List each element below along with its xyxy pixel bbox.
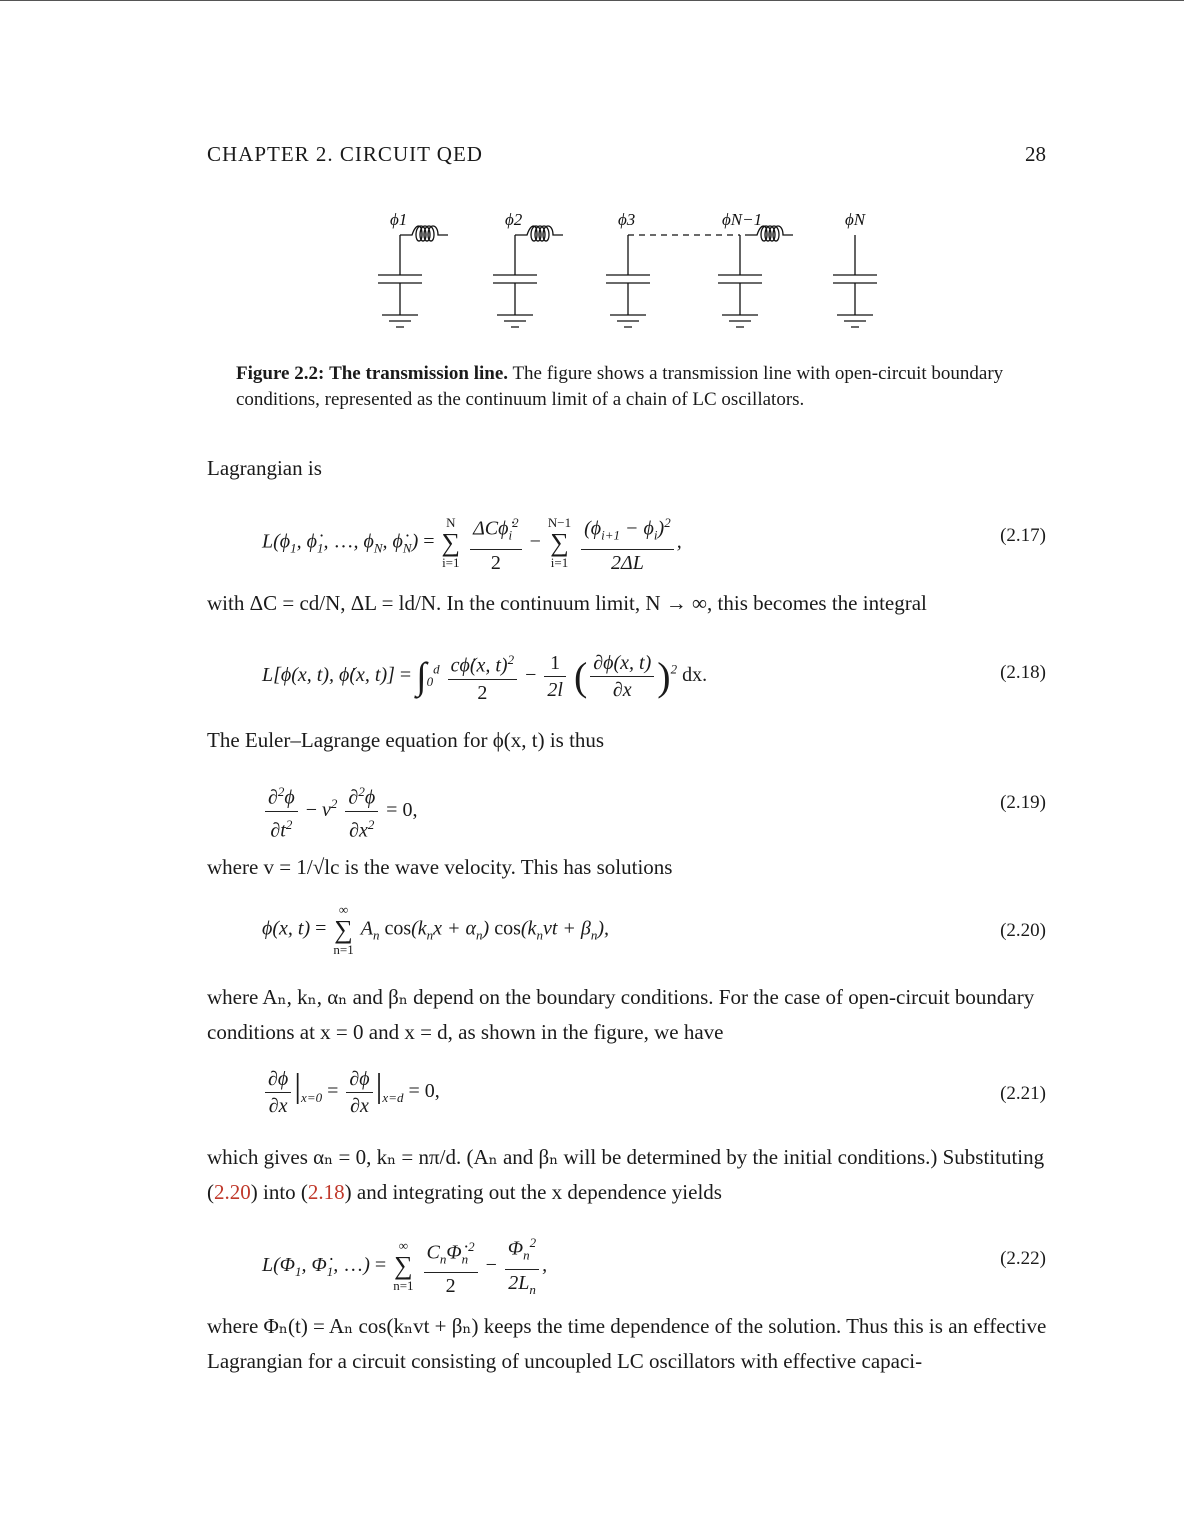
transmission-line-figure: [360, 205, 880, 340]
page-top-rule: [0, 0, 1184, 1]
paragraph-4: where v = 1/√lc is the wave velocity. This has solutions: [207, 855, 673, 879]
equation-2-17: $L(\phi_1$, $\phi̇_1$, …, $\phi_N$, $\phi̇_N$) = N ∑ i=1 $\frac{\Delta C\phi̇_i^2}{2}$ − N−1 ∑ i=1 $\frac{(\phi_{i+1} - \phi_i)^2}{2\Delta L}$ ,: [262, 510, 682, 576]
node-label-4: ϕN−1: [722, 210, 763, 229]
page-number: 28: [1025, 142, 1046, 166]
capacitor-5: [833, 235, 877, 327]
paragraph-5: where Aₙ, kₙ, αₙ and βₙ depend on the boundary conditions. For the case of open-circuit boundary conditions at x = 0 and x = d, as shown in the figure, we have: [207, 985, 1035, 1044]
equation-number-2-19: (2.19): [1000, 792, 1046, 813]
equation-2-22: $L(\Phi_1$, $\Phi̇_1$, …) = ∞ ∑ n=1 $\frac{C_n\Phi̇_n^2}{2}$ − $\frac{\Phi_n^2}{2L_n}$ ,: [262, 1230, 547, 1303]
capacitor-1: [378, 235, 422, 327]
node-label-1: ϕ1: [390, 210, 408, 229]
node-label-3: ϕ3: [618, 210, 636, 229]
capacitor-4: [718, 235, 762, 327]
capacitor-3: [606, 235, 650, 327]
equation-ref-2-20[interactable]: 2.20: [214, 1180, 251, 1204]
caption-text: The figure shows a transmission line with open-circuit boundary conditions, represented as the continuum limit of a chain of LC oscillators.: [236, 363, 1004, 410]
equation-2-18: L[ϕ(x, t), ϕ̇(x, $t)] = \int_0^d$ $\frac{c\phi̇(x, t)^2}{2}$ − $\frac{1}{2l}$ ( $\frac{\partial\phi(x, t)}{\partial x}$ )$^2$ dx.: [262, 647, 707, 706]
equation-2-19: $\frac{\partial^2\phi}{\partial t^2}$ − $v^2$ $\frac{\partial^2\phi}{\partial x^2}$ = 0,: [262, 779, 417, 843]
figure-caption: [236, 361, 1036, 413]
equation-2-20: ϕ(x, t) = ∞ ∑ n=1 $A_n$ $\cos(k_nx + \alpha_n) \cos(k_nvt + \beta_n)$,: [262, 902, 609, 957]
paragraph-1: Lagrangian is: [207, 456, 322, 480]
paragraph-7: where Φₙ(t) = Aₙ cos(kₙvt + βₙ) keeps the time dependence of the solution. Thus this is an effective Lagrangian for a circuit consisting of uncoupled LC oscillators with effective capaci-: [207, 1314, 1047, 1373]
equation-2-21: $\frac{\partial\phi}{\partial x}$ $|_{x=0}$ = $\frac{\partial\phi}{\partial x}$ $|_{x=d} = 0$,: [262, 1066, 440, 1119]
paragraph-6-text-a: which gives αₙ = 0, kₙ = nπ/d. (Aₙ and βₙ will be determined by the initial conditions.) Substituting (: [207, 1145, 1045, 1204]
equation-number-2-18: (2.18): [1000, 662, 1046, 683]
equation-number-2-21: (2.21): [1000, 1083, 1046, 1104]
node-label-2: ϕ2: [505, 210, 523, 229]
caption-title: The transmission line.: [329, 363, 509, 384]
capacitor-2: [493, 235, 537, 327]
equation-number-2-22: (2.22): [1000, 1248, 1046, 1269]
equation-ref-2-18[interactable]: 2.18: [307, 1180, 345, 1204]
paragraph-2: with ΔC = cd/N, ΔL = ld/N. In the continuum limit, N → ∞, this becomes the integral: [207, 591, 927, 615]
equation-number-2-17: (2.17): [1000, 525, 1046, 546]
equation-number-2-20: (2.20): [1000, 920, 1046, 941]
chapter-header: CHAPTER 2. CIRCUIT QED: [207, 142, 483, 166]
paragraph-6-text-c: ) and integrating out the x dependence yields: [344, 1180, 722, 1204]
paragraph-3: The Euler–Lagrange equation for ϕ(x, t) is thus: [207, 728, 605, 752]
paragraph-6-text-b: ) into (: [250, 1180, 308, 1204]
caption-label: Figure 2.2:: [236, 363, 325, 384]
paragraph-6: [207, 1140, 1052, 1210]
node-label-5: ϕN: [845, 210, 866, 229]
